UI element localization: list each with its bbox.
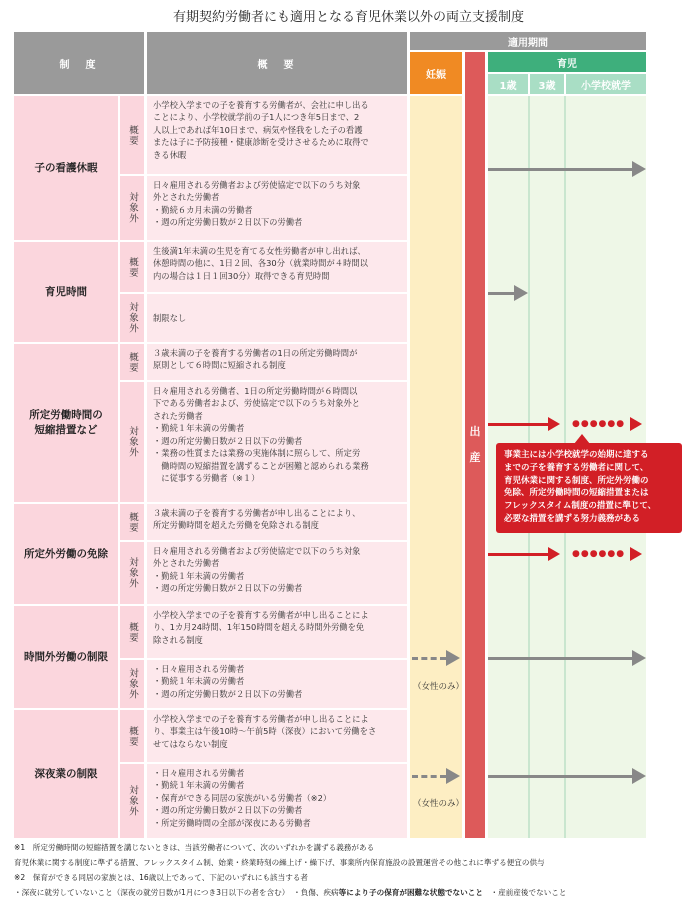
header-age1: 1歳: [488, 74, 528, 94]
female-only-note: （女性のみ）: [413, 682, 465, 692]
label-excluded: 対象外: [120, 660, 144, 708]
system-overtime-limit: 時間外労働の制限: [14, 606, 118, 708]
header-pregnancy: 妊娠: [410, 52, 462, 94]
female-only-note: （女性のみ）: [413, 799, 465, 809]
system-night-work-limit: 深夜業の制限: [14, 710, 118, 838]
period-arrow-shaft: [488, 775, 632, 778]
footnote-2-detail: ・深夜に就労していないこと（深夜の就労日数が1月につき3日以下の者を含む） ・負傷、疾病等により子の保育が困難な状態でないこと ・産前産後でないこと: [14, 888, 567, 897]
overview-overtime-limit: 小学校入学までの子を養育する労働者が申し出ることによ り、1カ月24時間、1年150時間を超える時間外労働を免 除される制度: [147, 606, 407, 658]
period-arrow-head: [632, 161, 646, 177]
excluded-child-nursing-leave: 日々雇用される労働者および労使協定で以下のうち対象 外とされた労働者 ・勤続６カ月未満の労働者 ・週の所定労働日数が２日以下の労働者: [147, 176, 407, 240]
page-title: 有期契約労働者にも適用となる育児休業以外の両立支援制度: [172, 10, 524, 25]
system-child-nursing-leave: 子の看護休暇: [14, 96, 118, 240]
effort-obligation-callout: 事業主には小学校就学の始期に達する までの子を養育する労働者に関して、 育児休業に関する制度、所定外労働の 免除、所定労働時間の短縮措置または フレックスタイム制度の措置に準じて、 必要な措置を講ずる努力義務がある: [496, 443, 682, 533]
label-excluded: 対象外: [120, 294, 144, 342]
label-excluded: 対象外: [120, 542, 144, 604]
label-overview: 概要: [120, 344, 144, 380]
footnote-1: ※1 所定労働時間の短縮措置を講じないときは、当該労働者について、次のいずれかを講ずる義務がある: [14, 843, 375, 852]
period-arrow-head: [548, 547, 560, 561]
period-arrow-shaft: [488, 168, 632, 171]
period-dotted-extension: ●●●●●●: [572, 419, 626, 429]
system-nursing-time: 育児時間: [14, 242, 118, 342]
system-overtime-exemption: 所定外労働の免除: [14, 504, 118, 604]
excluded-nursing-time: 制限なし: [147, 294, 407, 342]
system-short-working-hours: 所定労働時間の 短縮措置など: [14, 344, 118, 502]
period-arrow-shaft: [488, 292, 514, 295]
label-overview: 概要: [120, 242, 144, 292]
header-overview: 概 要: [147, 32, 407, 94]
birth-bar: 出 産: [465, 52, 485, 838]
period-dotted-extension: ●●●●●●: [572, 549, 626, 559]
excluded-overtime-limit: ・日々雇用される労働者 ・勤続１年未満の労働者 ・週の所定労働日数が２日以下の労働者: [147, 660, 407, 708]
header-system: 制 度: [14, 32, 144, 94]
period-arrow-head: [446, 650, 460, 666]
footnote-2: ※2 保育ができる同居の家族とは、16歳以上であって、下記のいずれにも該当する者: [14, 873, 308, 882]
excluded-overtime-exemption: 日々雇用される労働者および労使協定で以下のうち対象 外とされた労働者 ・勤続１年未満の労働者 ・週の所定労働日数が２日以下の労働者: [147, 542, 407, 604]
period-arrow-head: [632, 650, 646, 666]
overview-nursing-time: 生後満1年未満の生児を育てる女性労働者が申し出れば、 休憩時間の他に、1日２回、各30分（就業時間が４時間以 内の場合は１日１回30分）取得できる育児時間: [147, 242, 407, 292]
period-arrow-shaft: [488, 553, 548, 556]
header-period: 適用期間: [410, 32, 646, 50]
label-excluded: 対象外: [120, 382, 144, 502]
period-arrow-head: [548, 417, 560, 431]
period-arrow-head: [632, 768, 646, 784]
overview-child-nursing-leave: 小学校入学までの子を養育する労働者が、会社に申し出る ことにより、小学校就学前の子1人につき年5日まで、2 人以上であれば年10日まで、病気や怪我をした子の看護 または子に予防接種・健康診断を受けさせるために取得で きる休暇: [147, 96, 407, 174]
header-age3: 3歳: [530, 74, 564, 94]
excluded-short-working-hours: 日々雇用される労働者、1日の所定労働時間が６時間以 下である労働者および、労使協定で以下のうち対象外と された労働者 ・勤続１年未満の労働者 ・週の所定労働日数が２日以下の労働者 ・業務の性質または業務の実施体制に照らして、所定労 働時間の短縮措置を講ずることが困難と認められる業務 に従事する労働者（※１）: [147, 382, 407, 502]
label-excluded: 対象外: [120, 176, 144, 240]
pregnancy-dashed-arrow: [412, 657, 446, 660]
period-arrow-head: [514, 285, 528, 301]
overview-short-working-hours: ３歳未満の子を養育する労働者の1日の所定労働時間が 原則として６時間に短縮される制度: [147, 344, 407, 380]
pregnancy-dashed-arrow: [412, 775, 446, 778]
period-arrow-shaft: [488, 657, 632, 660]
label-overview: 概要: [120, 504, 144, 540]
label-overview: 概要: [120, 710, 144, 762]
period-arrow-head: [446, 768, 460, 784]
label-excluded: 対象外: [120, 764, 144, 838]
label-overview: 概要: [120, 96, 144, 174]
period-arrow-shaft: [488, 423, 548, 426]
header-childcare: 育児: [488, 52, 646, 72]
pregnancy-column: [410, 96, 465, 838]
footnote-1-detail: 育児休業に関する制度に準ずる措置、フレックスタイム制、始業・終業時刻の繰上げ・繰下げ、事業所内保育施設の設置運営その他これに準ずる便宜の供与: [14, 858, 545, 867]
excluded-night-work-limit: ・日々雇用される労働者 ・勤続１年未満の労働者 ・保育ができる同居の家族がいる労働者（※2） ・週の所定労働日数が２日以下の労働者 ・所定労働時間の全部が深夜にある労働者: [147, 764, 407, 838]
period-arrow-head: [630, 547, 642, 561]
header-school: 小学校就学: [566, 74, 646, 94]
label-overview: 概要: [120, 606, 144, 658]
overview-overtime-exemption: ３歳未満の子を養育する労働者が申し出ることにより、 所定労働時間を超えた労働を免除される制度: [147, 504, 407, 540]
overview-night-work-limit: 小学校入学までの子を養育する労働者が申し出ることによ り、事業主は午後10時〜午前5時（深夜）において労働をさ せてはならない制度: [147, 710, 407, 762]
period-arrow-head: [630, 417, 642, 431]
